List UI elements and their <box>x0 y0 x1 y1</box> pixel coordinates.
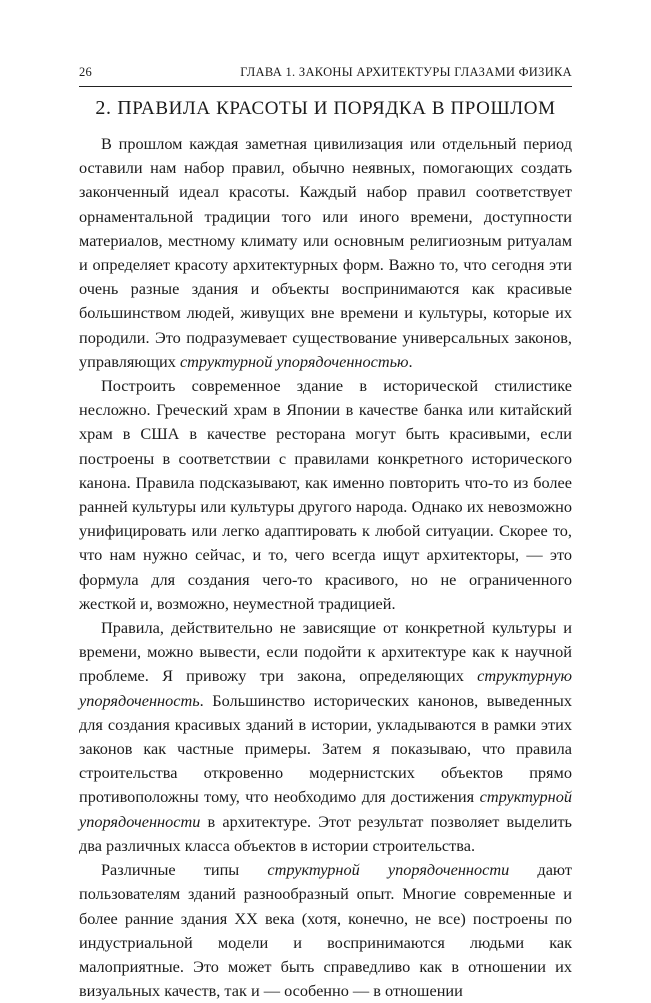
chapter-title: ГЛАВА 1. ЗАКОНЫ АРХИТЕКТУРЫ ГЛАЗАМИ ФИЗИКА <box>240 65 572 79</box>
section-title-rest: РАВИЛА КРАСОТЫ И ПОРЯДКА В ПРОШЛОМ <box>132 98 556 119</box>
p3-text-1: Правила, действительно не зависящие от конкретной культуры и времени, можно вывести, если подойти к архитектуре как к научной проблеме. Я привожу три закона, определяющих <box>79 618 572 686</box>
p4-emphasis-1: структурной упорядоченности <box>267 860 510 880</box>
p1-emphasis-1: структурной упорядоченностью <box>179 351 409 371</box>
paragraph-4 <box>79 858 572 1003</box>
running-header <box>79 62 572 87</box>
p4-text-1: Различные типы <box>101 860 268 880</box>
section-title <box>79 97 572 120</box>
section-title-lead: 2. П <box>95 97 133 119</box>
p4-text-2: дают пользователям зданий разнообразный опыт. Многие современные и более ранние здания XX века (хотя, конечно, не все) построены по индустриальной модели и воспринимаются людьми как малоприятные. Это может быть справедливо как в отношении их визуальных качеств, так и — особенно — в отношении <box>79 860 572 1001</box>
p1-text-1: В прошлом каждая заметная цивилизация или отдельный период оставили нам набор правил, обычно неявных, помогающих создать законченный идеал красоты. Каждый набор правил соответствует орнаментальной традиции того или иного времени, доступности материалов, местному климату или основным религиозным ритуалам и определяет красоту архитектурных форм. Важно то, что сегодня эти очень разные здания и объекты воспринимаются как красивые большинством людей, живущих вне времени и культуры, которые их породили. Это подразумевает существование универсальных законов, управляющих <box>79 134 572 371</box>
p1-text-2: . <box>408 351 413 371</box>
page-number: 26 <box>79 65 93 79</box>
p3-text-3: в архитектуре. Этот результат позволяет выделить два различных класса объектов в истории строительства. <box>79 811 572 855</box>
body-text <box>79 132 572 1003</box>
p3-text-2: . Большинство исторических канонов, выведенных для создания красивых зданий в истории, укладываются в рамки этих законов как частные примеры. Затем я показываю, что правила строительства откровенно модернистских объектов прямо противоположны тому, что необходимо для достижения <box>79 690 572 807</box>
paragraph-1 <box>79 132 572 374</box>
paragraph-2 <box>79 374 572 616</box>
p2-text-1: Построить современное здание в исторической стилистике несложно. Греческий храм в Японии в качестве банка или китайский храм в США в качестве ресторана могут быть красивыми, если построены в соответствии с правилами конкретного исторического канона. Правила подсказывают, как именно повторить что-то из более ранней культуры или культуры другого народа. Однако их невозможно унифицировать или легко адаптировать к любой ситуации. Скорее то, что нам нужно сейчас, и то, чего всегда ищут архитекторы, — это формула для создания чего-то красивого, но не ограниченного жесткой и, возможно, неуместной традицией. <box>79 376 572 613</box>
p3-emphasis-2: структурной упорядоченности <box>79 787 572 831</box>
paragraph-3 <box>79 616 572 858</box>
p3-emphasis-1: структурную упорядоченность <box>79 666 572 710</box>
